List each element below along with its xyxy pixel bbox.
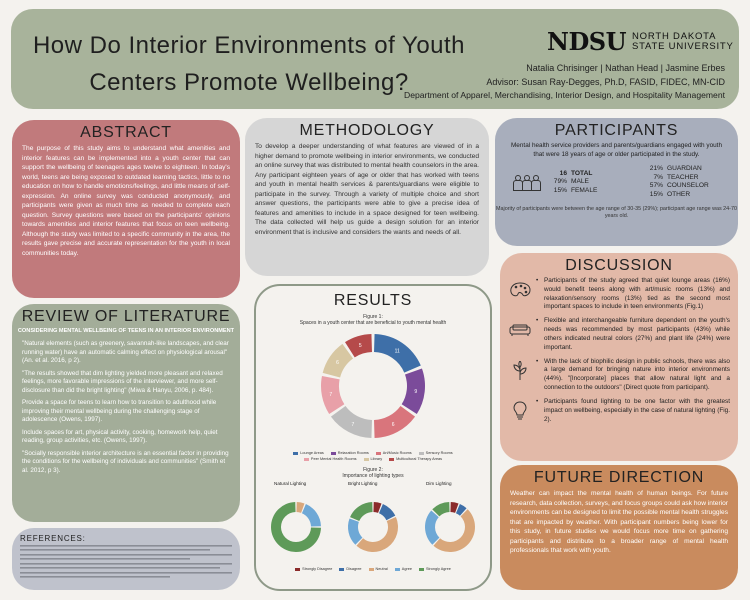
participants-footnote: Majority of participants were between the age range of 30-35 (29%); participant age range was 24-70 years old. [496,205,737,219]
legend-item: Sensory Rooms [419,451,453,455]
poster-title: How Do Interior Environments of Youth Centers Promote Wellbeing? [32,32,466,96]
people-icon [513,175,539,190]
guardian-pct: 21% [649,165,663,173]
participants-right-labels [667,165,709,199]
participants-table [513,165,738,199]
review-paragraph: "Natural elements (such as greenery, savannah-like landscapes, and clear running water) have an automatic calming effect on physiological arousal" (An. et al. 2016, p 2). [22,340,229,364]
discussion-text: • Flexible and interchangeable furniture dependent on the youth's needs was recommended by most participants (43%) while others indicated neutral colors (27%) and plant life (24%) were important. [534,317,730,352]
female-pct: 15% [553,186,567,194]
discussion-item [506,317,730,352]
participants-left-labels [571,170,641,196]
figure1-title: Figure 1: [363,314,383,320]
light-bulb-icon [506,401,534,421]
discussion-text: • With the lack of biophilic design in public schools, there was also a large demand for bringing nature into interior environments (44%). "[Incorporate] places that allow natural light and a connection to the outdoors" (Direct quote from participant). [534,358,730,393]
fig1-label: 7 [351,422,355,429]
discussion-item [506,398,730,424]
discussion-item [506,277,730,312]
references-panel [12,528,240,590]
references-title: REFERENCES: [20,534,86,543]
fig1-label: 9 [414,388,418,395]
department: Department of Apparel, Merchandising, Interior Design, and Hospitality Management [403,90,725,100]
participants-left-nums [547,170,567,196]
review-body [12,338,240,481]
poster-header [11,9,739,109]
fig2-dim-lighting-slice [425,510,439,544]
legend-item: Neutral [369,567,388,571]
legend-item: Library [364,457,383,461]
methodology-text: To develop a deeper understanding of what features are viewed of in a higher demand to promote wellbeing in interior environments, we conducted an online survey that was distributed to mental health counselors in the area. Any participant eighteen years of age or older that has worked with teens and youth in mental health services & parents/guardians were eligible to participate in the survey. Through a variety of multiple choice and short answer questions, the participants were able to give a precise idea of features and amenities to include in a space designed for teen wellbeing. The data collected will help us guide a design solution for an interior environment that is inclusive and considers the wants and needs of all. [255,143,479,236]
plant-icon [506,361,534,381]
advisor: Advisor: Susan Ray-Degges, Ph.D, FASID, FIDEC, MN-CID [486,77,725,87]
results-title: RESULTS [333,292,413,309]
fig1-label: 7 [329,391,333,398]
female-label: FEMALE [571,186,598,194]
figure1-subtitle: Spaces in a youth center that are beneficial to youth mental health [299,320,447,326]
palette-icon [506,280,534,300]
participants-panel [495,118,738,246]
legend-item: Strongly Agree [419,567,451,571]
bright-lighting-title: Bright Lighting [348,481,378,486]
legend-item: Disagree [339,567,361,571]
participants-intro: Mental health service providers and parents/guardians engaged with youth that were 18 years of age or older participated in the study. [510,142,723,158]
figure2-charts [256,479,490,567]
review-panel [12,304,240,522]
fig1-slice [374,406,415,438]
discussion-item [506,358,730,393]
discussion-list [500,275,738,424]
review-paragraph: "Socially responsible interior architecture is an essential factor in providing the conditions for the wellbeing of individuals and communities" (Smith et al. 2012, p 3). [22,449,229,474]
future-text: Weather can impact the mental health of human beings. For future research, data collection, surveys, and focus groups could ask how interior environments can be designed to limit the possible mental health struggles that are impacted by weather. With participant numbers being lower for this study, in future studies we would focus more time on gathering participants and distribute to a broader range of mental health professionals that work with youth. [510,490,728,555]
fig2-bright-lighting-slice [350,502,373,521]
authors: Natalia Chrisinger | Nathan Head | Jasmine Erbes [526,63,725,73]
other-label: OTHER [667,191,691,199]
discussion-panel [500,253,738,461]
couch-icon [506,320,534,340]
legend-item: Lounge Areas [293,451,323,455]
figure1-donut-chart [256,326,490,446]
abstract-text: The purpose of this study aims to understand what amenities and interior features can be implemented into a youth center that can support the wellbeing of teenagers ages twelve to eighteen. In today's world, teens are being exposed to outdated learning tactics, little to no education on how to handle emotions/feelings, and little means of self-expression. An online survey was conducted anonymously, and participants were given as much time as needed to complete each question. Survey questions were based on the participants' opinions towards amenities and interior features that focus on teen wellbeing. Although the study was limited to a specific community in the area, the results gave precise and accurate representation for the youth in local communities today. [22,145,230,258]
references-fine-print [12,543,240,583]
discussion-title: DISCUSSION [565,257,673,274]
fig1-slice [321,376,344,414]
natural-lighting-title: Natural Lighting [274,481,307,486]
authors-block [486,61,725,89]
fig1-label: 6 [336,359,339,366]
guardian-label: GUARDIAN [667,165,702,173]
abstract-panel [12,120,240,298]
teacher-pct: 7% [653,173,663,181]
fig1-label: 5 [358,342,362,349]
review-paragraph: Provide a space for teens to learn how to transition to adulthood while improving their mental wellbeing during the challenging stage of adolescence (Owens, 1997). [22,399,217,423]
legend-item: Strongly Disagree [295,567,332,571]
male-pct: 79% [553,178,567,186]
total-label: TOTAL [571,169,593,177]
total-count: 16 [559,169,567,177]
dim-lighting-title: Dim Lighting [426,481,452,486]
legend-item: Peer Mental Health Rooms [304,457,357,461]
review-paragraph: Include spaces for art, physical activity, cooking, homework help, quiet reading, group activities, etc. (Owens, 1997). [22,428,218,444]
legend-item: Multicultural Therapy Areas [389,457,442,461]
counselor-pct: 57% [649,182,663,190]
results-panel [254,284,492,591]
discussion-text: • Participants found lighting to be one factor with the greatest impact on wellbeing, especially in the case of natural lighting (Fig. 2). [534,398,730,424]
legend-item: Agree [395,567,412,571]
logo-line-1: NORTH DAKOTA [632,30,717,42]
legend-item: Art/Music Rooms [376,451,412,455]
logo-line-2: STATE UNIVERSITY [632,40,734,52]
methodology-title: METHODOLOGY [299,122,435,139]
figure2-subtitle: Importance of lighting types [342,473,404,479]
other-pct: 15% [649,191,663,199]
teacher-label: TEACHER [667,173,699,181]
ndsu-logo [547,27,734,56]
methodology-panel [245,118,489,276]
logo-ndsu: NDSU [547,27,627,56]
fig2-natural-lighting-slice [302,504,321,527]
abstract-title: ABSTRACT [80,124,172,141]
review-paragraph: "The results showed that dim lighting yielded more pleasant and relaxed feelings, more favorable impressions of the interviewer, and more self-disclosure than did the bright lighting" (Miwa & Hanyu, 2006, p. 484). [22,369,223,394]
legend-item: Relaxation Rooms [331,451,369,455]
review-title: REVIEW OF LITERATURE [21,308,231,325]
fig2-bright-lighting-slice [348,518,362,544]
future-title: FUTURE DIRECTION [533,469,705,486]
participants-title: PARTICIPANTS [554,122,679,139]
counselor-label: COUNSELOR [667,182,709,190]
review-subtitle: CONSIDERING MENTAL WELLBEING OF TEENS IN AN INTERIOR ENVIRONMENT [17,328,235,334]
future-panel [500,465,738,590]
figure1-legend [256,451,490,461]
logo-state [632,32,734,52]
fig2-bright-lighting-slice [379,504,395,520]
fig1-label: 11 [394,348,400,355]
figure2-title: Figure 2: [363,467,383,473]
fig1-label: 6 [391,422,395,429]
figure2-donuts [256,487,490,571]
fig1-slice [402,368,425,414]
participants-right-nums [641,165,663,199]
fig2-bright-lighting-slice [356,517,398,552]
male-label: MALE [571,178,589,186]
discussion-text: • Participants of the study agreed that quiet lounge areas (16%) would benefit teens along with art/music rooms (13%) and relaxation/sensory rooms (13%) tied as the second most important spaces to include in teen environments (Fig.1) [534,277,730,312]
